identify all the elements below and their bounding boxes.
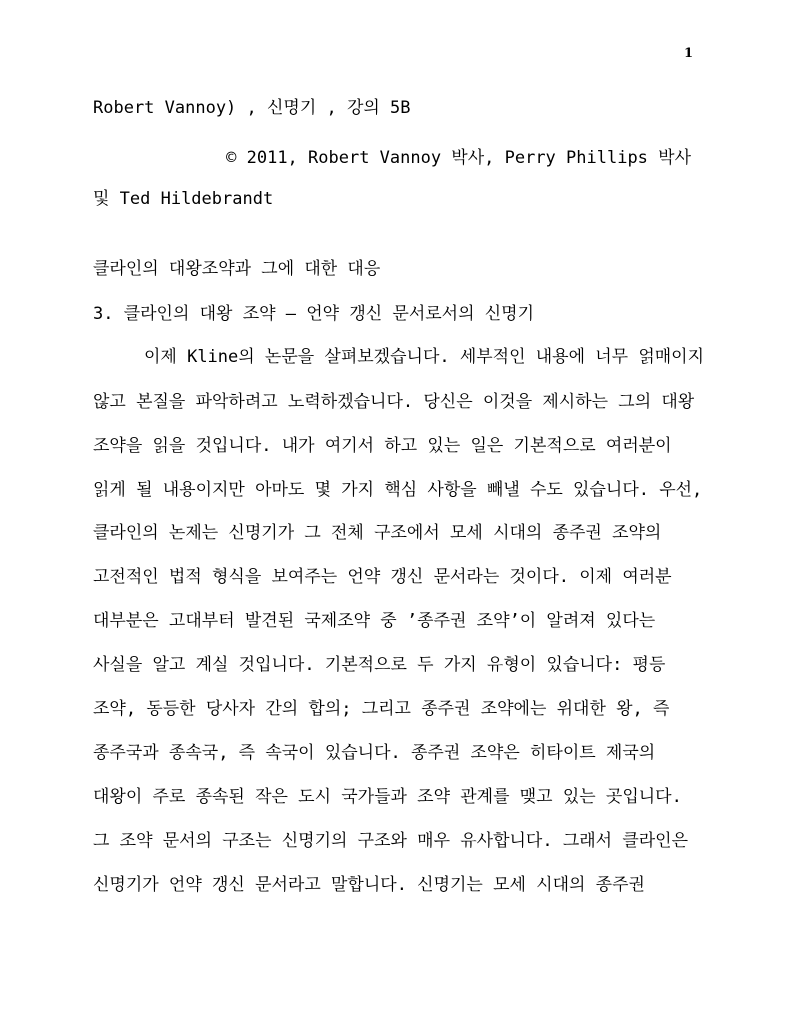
body-line: 조약, 동등한 당사자 간의 합의; 그리고 종주권 조약에는 위대한 왕, 즉: [93, 699, 670, 719]
body-line: 이제 Kline의 논문을 살펴보겠습니다. 세부적인 내용에 너무 얽매이지: [144, 347, 705, 367]
copyright-line: © 2011, Robert Vannoy 박사, Perry Phillips 박사: [226, 148, 691, 168]
body-line: 종주국과 종속국, 즉 속국이 있습니다. 종주권 조약은 히타이트 제국의: [93, 743, 656, 763]
body-line: 고전적인 법적 형식을 보여주는 언약 갱신 문서라는 것이다. 이제 여러분: [93, 567, 672, 587]
body-line: 대부분은 고대부터 발견된 국제조약 중 ’종주권 조약’이 알려져 있다는: [93, 611, 656, 631]
body-line: 클라인의 논제는 신명기가 그 전체 구조에서 모세 시대의 종주권 조약의: [93, 523, 662, 543]
header-line-1: Robert Vannoy) , 신명기 , 강의 5B: [93, 98, 411, 118]
subsection-title: 3. 클라인의 대왕 조약 – 언약 갱신 문서로서의 신명기: [93, 304, 535, 324]
body-line: 않고 본질을 파악하려고 노력하겠습니다. 당신은 이것을 제시하는 그의 대왕: [93, 392, 695, 412]
body-line: 읽게 될 내용이지만 아마도 몇 가지 핵심 사항을 빼낼 수도 있습니다. 우선,: [93, 480, 703, 500]
body-line: 사실을 알고 계실 것입니다. 기본적으로 두 가지 유형이 있습니다: 평등: [93, 655, 666, 675]
body-line: 대왕이 주로 종속된 작은 도시 국가들과 조약 관계를 맺고 있는 곳입니다.: [93, 787, 682, 807]
section-title: 클라인의 대왕조약과 그에 대한 대응: [93, 259, 381, 279]
body-line: 신명기가 언약 갱신 문서라고 말합니다. 신명기는 모세 시대의 종주권: [93, 875, 645, 895]
page-number: 1: [683, 46, 693, 61]
header-line-3: 및 Ted Hildebrandt: [93, 189, 274, 209]
body-line: 그 조약 문서의 구조는 신명기의 구조와 매우 유사합니다. 그래서 클라인은: [93, 831, 689, 851]
body-line: 조약을 읽을 것입니다. 내가 여기서 하고 있는 일은 기본적으로 여러분이: [93, 436, 672, 456]
